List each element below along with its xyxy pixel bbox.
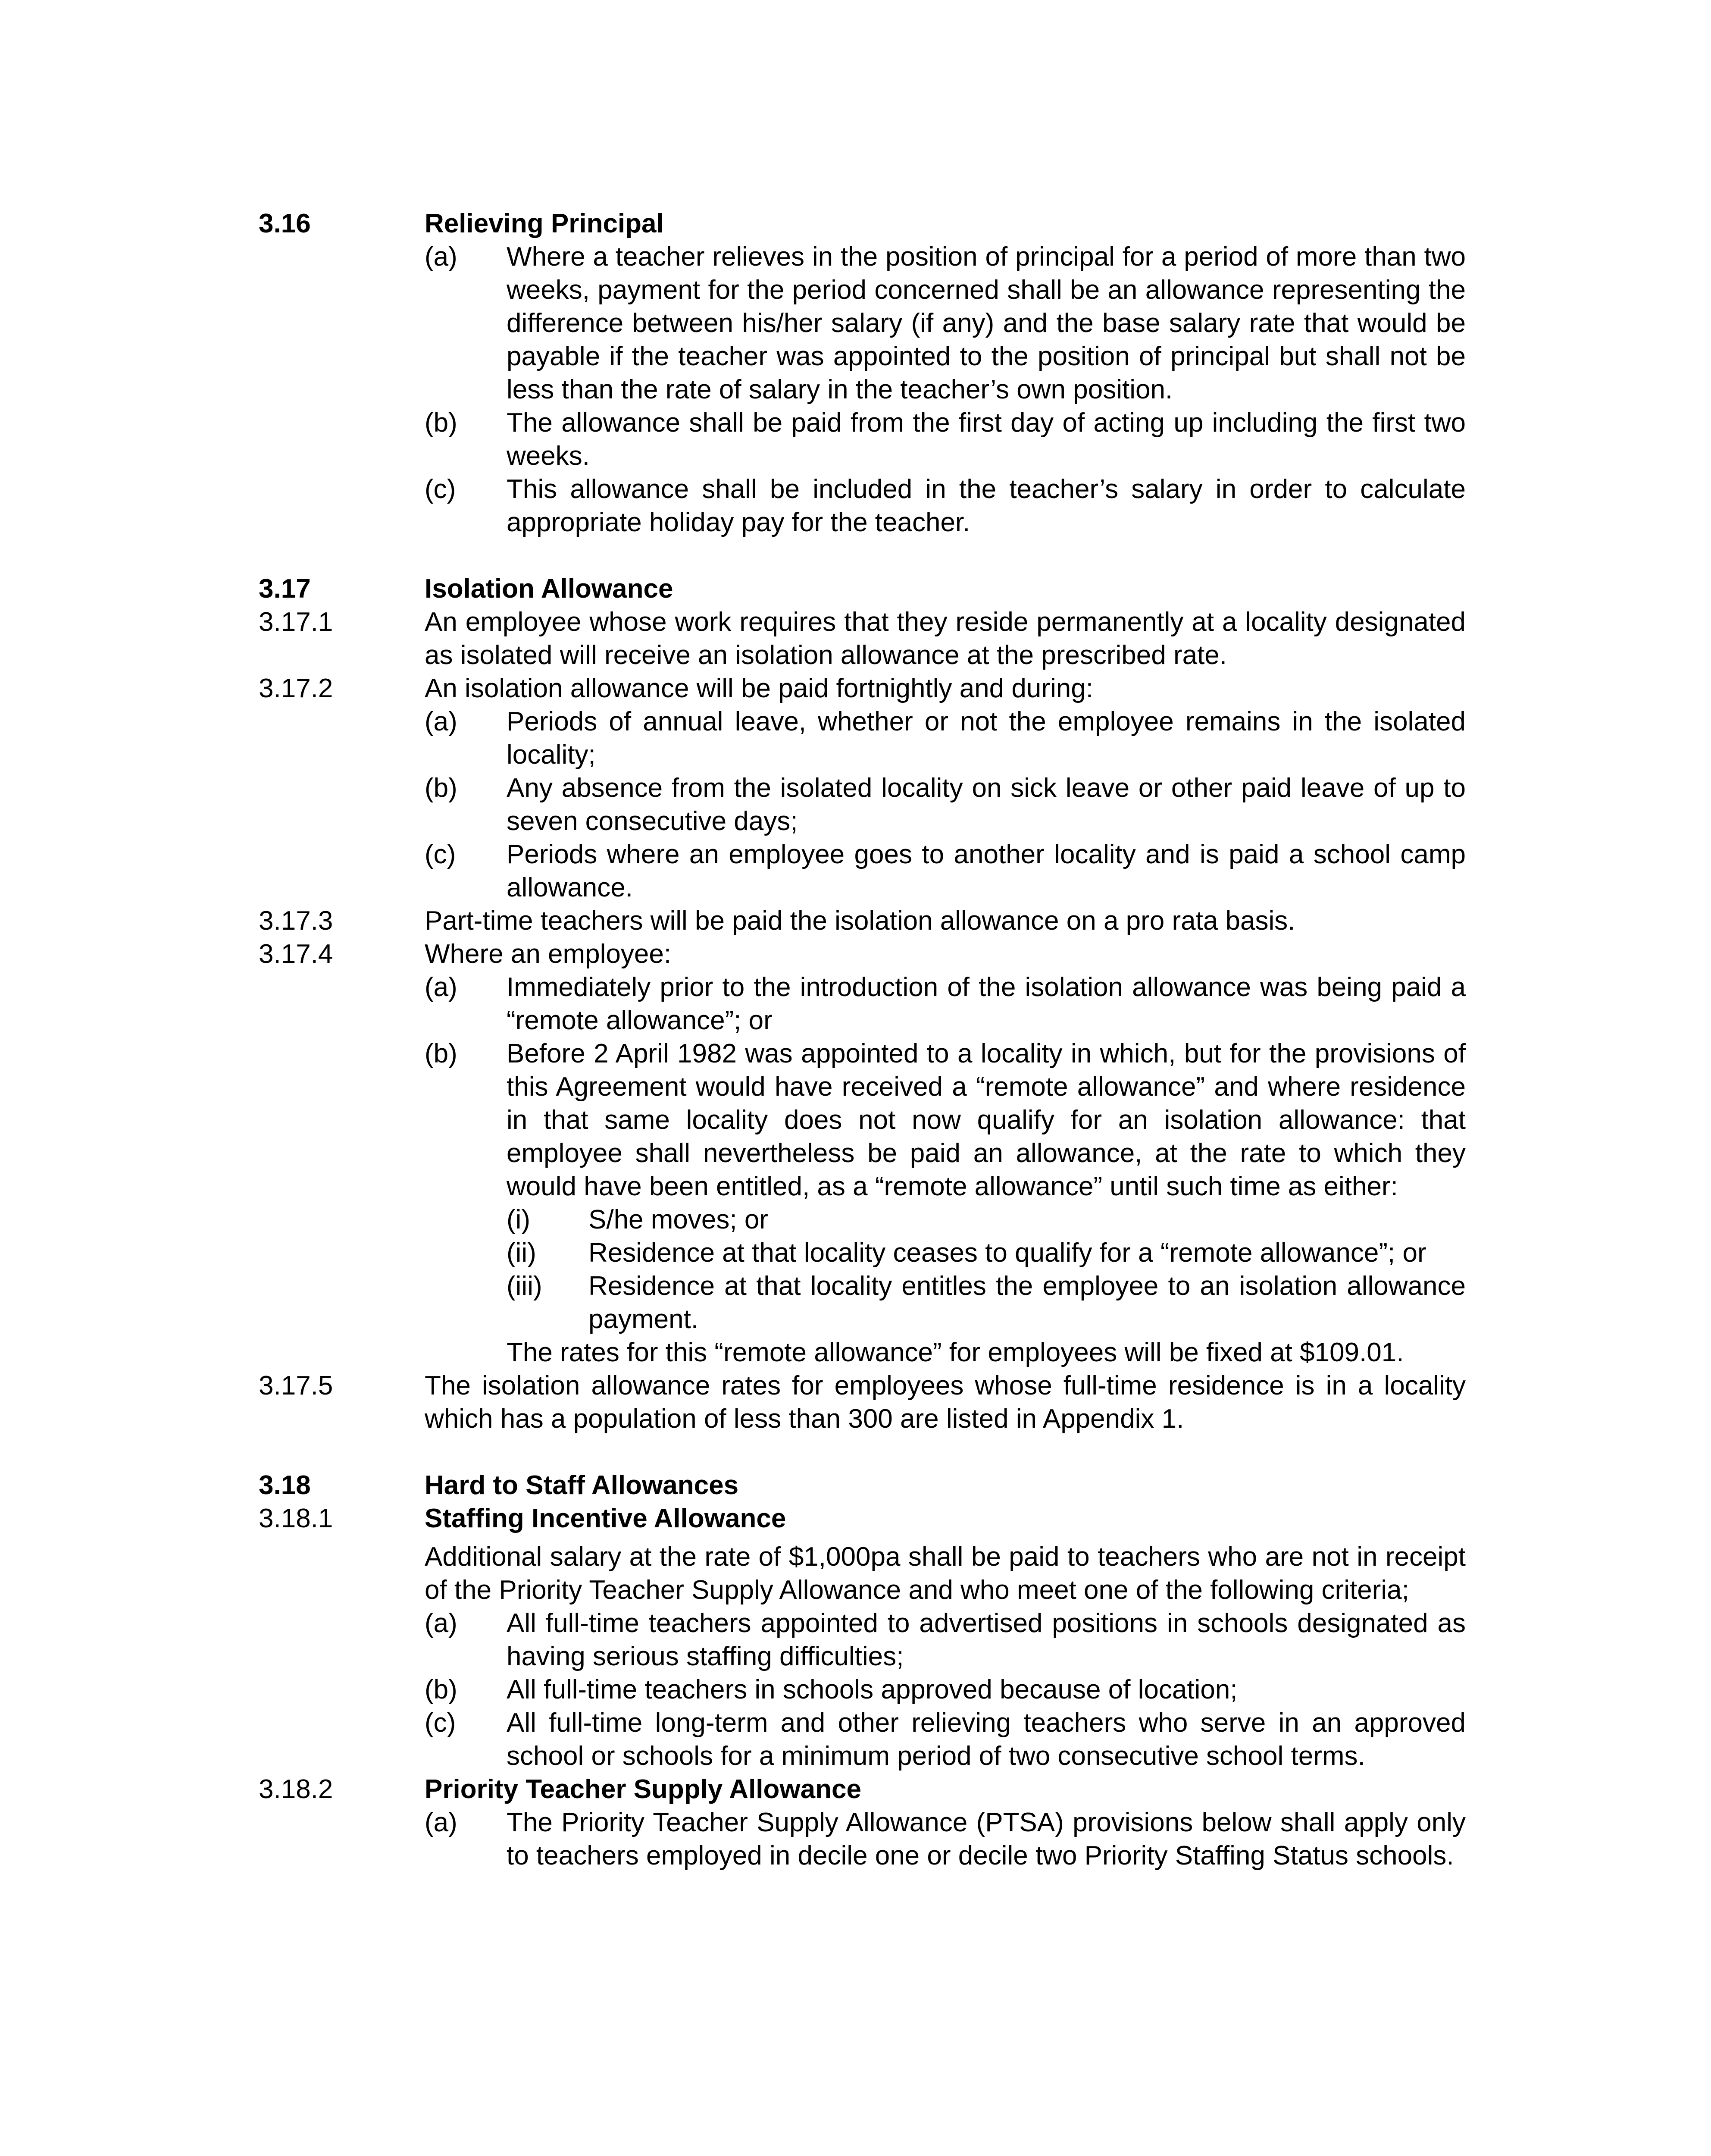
clause-number: 3.17.2	[259, 674, 333, 703]
section-number: 3.17	[259, 574, 311, 604]
item-text: Where a teacher relieves in the position of principal for a period of more than two weeks, payment for the period concerned shall be an allowance representing the difference between his/her salary (if any) and the base salary rate that would be payable if the teacher was appointed to the position of principal but shall not be less than the rate of salary in the teacher’s own position.	[507, 242, 1466, 404]
clause-3-17-4	[259, 937, 1466, 971]
clause-title: Staffing Incentive Allowance	[425, 1504, 786, 1533]
item-text: All full-time teachers appointed to advertised positions in schools designated as having serious staffing difficulties;	[507, 1608, 1466, 1671]
clause-3-17-2	[259, 672, 1466, 705]
item-text: Residence at that locality ceases to qualify for a “remote allowance”; or	[588, 1238, 1426, 1268]
item-label: (c)	[425, 840, 456, 869]
clause-number: 3.17.5	[259, 1371, 333, 1401]
item-label: (b)	[425, 1675, 457, 1705]
clause-3-17-1	[259, 605, 1466, 672]
item-text: Any absence from the isolated locality on sick leave or other paid leave of up to seven consecutive days;	[507, 773, 1466, 836]
section-number: 3.18	[259, 1470, 311, 1500]
section-heading-3-17	[259, 572, 1466, 605]
sub-list-item	[507, 1203, 1466, 1236]
section-title: Isolation Allowance	[425, 574, 673, 604]
section-heading-3-16	[259, 207, 1466, 240]
clause-text: Where an employee:	[425, 939, 672, 969]
spacer	[259, 1435, 1466, 1469]
clause-number: 3.18.2	[259, 1774, 333, 1804]
clause-3-18-2	[259, 1773, 1466, 1806]
list-item	[425, 838, 1466, 904]
list-item	[425, 771, 1466, 838]
document-page	[259, 207, 1466, 1872]
item-text: Periods of annual leave, whether or not the employee remains in the isolated locality;	[507, 707, 1466, 770]
clause-3-18-1-body	[259, 1540, 1466, 1607]
list-item	[425, 705, 1466, 771]
clause-3-17-5	[259, 1369, 1466, 1435]
item-label: (c)	[425, 474, 456, 504]
list-item	[425, 473, 1466, 539]
clause-text: Additional salary at the rate of $1,000pa shall be paid to teachers who are not in receipt of the Priority Teacher Supply Allowance and who meet one of the following criteria;	[425, 1542, 1466, 1605]
clause-text: Part-time teachers will be paid the isolation allowance on a pro rata basis.	[425, 906, 1295, 936]
item-label: (b)	[425, 408, 457, 438]
list-item	[425, 1673, 1466, 1706]
list-item	[425, 1607, 1466, 1673]
clause-text: An isolation allowance will be paid fortnightly and during:	[425, 674, 1093, 703]
item-label: (b)	[425, 773, 457, 803]
item-label: (b)	[425, 1039, 457, 1069]
clause-3-17-3	[259, 904, 1466, 937]
item-text: All full-time long-term and other relieving teachers who serve in an approved school or schools for a minimum period of two consecutive school terms.	[507, 1708, 1466, 1771]
list-item	[425, 406, 1466, 473]
item-label: (iii)	[507, 1271, 542, 1301]
remote-allowance-rate-text: The rates for this “remote allowance” for employees will be fixed at $109.01.	[507, 1338, 1404, 1367]
clause-number: 3.17.1	[259, 607, 333, 637]
spacer	[259, 539, 1466, 572]
item-label: (a)	[425, 972, 457, 1002]
item-label: (c)	[425, 1708, 456, 1738]
item-text: This allowance shall be included in the teacher’s salary in order to calculate appropriate holiday pay for the teacher.	[507, 474, 1466, 537]
item-label: (a)	[425, 242, 457, 272]
list-item	[425, 240, 1466, 406]
sub-list-item	[507, 1236, 1466, 1269]
clause-number: 3.17.3	[259, 906, 333, 936]
clause-number: 3.18.1	[259, 1504, 333, 1533]
item-label: (ii)	[507, 1238, 536, 1268]
item-text: Periods where an employee goes to another locality and is paid a school camp allowance.	[507, 840, 1466, 903]
list-item	[425, 1806, 1466, 1872]
section-title: Relieving Principal	[425, 209, 664, 238]
item-text: Immediately prior to the introduction of the isolation allowance was being paid a “remote allowance”; or	[507, 972, 1466, 1035]
section-title: Hard to Staff Allowances	[425, 1470, 739, 1500]
section-heading-3-18	[259, 1469, 1466, 1502]
item-label: (a)	[425, 707, 457, 736]
item-text: S/he moves; or	[588, 1205, 768, 1235]
clause-number: 3.17.4	[259, 939, 333, 969]
list-item	[425, 1037, 1466, 1203]
section-number: 3.16	[259, 209, 311, 238]
clause-text: The isolation allowance rates for employees whose full-time residence is in a locality which has a population of less than 300 are listed in Appendix 1.	[425, 1371, 1466, 1434]
item-text: The allowance shall be paid from the first day of acting up including the first two weeks.	[507, 408, 1466, 471]
item-text: Residence at that locality entitles the employee to an isolation allowance payment.	[588, 1271, 1466, 1334]
item-text: All full-time teachers in schools approved because of location;	[507, 1675, 1238, 1705]
item-label: (i)	[507, 1205, 531, 1235]
item-label: (a)	[425, 1608, 457, 1638]
clause-3-18-1	[259, 1502, 1466, 1535]
item-label: (a)	[425, 1808, 457, 1837]
item-text: Before 2 April 1982 was appointed to a locality in which, but for the provisions of this Agreement would have received a “remote allowance” and where residence in that same locality does not now qualify for an isolation allowance: that employee shall nevertheless be paid an allowance, at the rate to which they would have been entitled, as a “remote allowance” until such time as either:	[507, 1039, 1466, 1201]
list-item	[425, 1706, 1466, 1773]
item-text: The Priority Teacher Supply Allowance (PTSA) provisions below shall apply only to teachers employed in decile one or decile two Priority Staffing Status schools.	[507, 1808, 1466, 1871]
list-item	[425, 971, 1466, 1037]
clause-title: Priority Teacher Supply Allowance	[425, 1774, 861, 1804]
sub-list-item	[507, 1269, 1466, 1336]
clause-text: An employee whose work requires that they reside permanently at a locality designated as isolated will receive an isolation allowance at the prescribed rate.	[425, 607, 1466, 670]
